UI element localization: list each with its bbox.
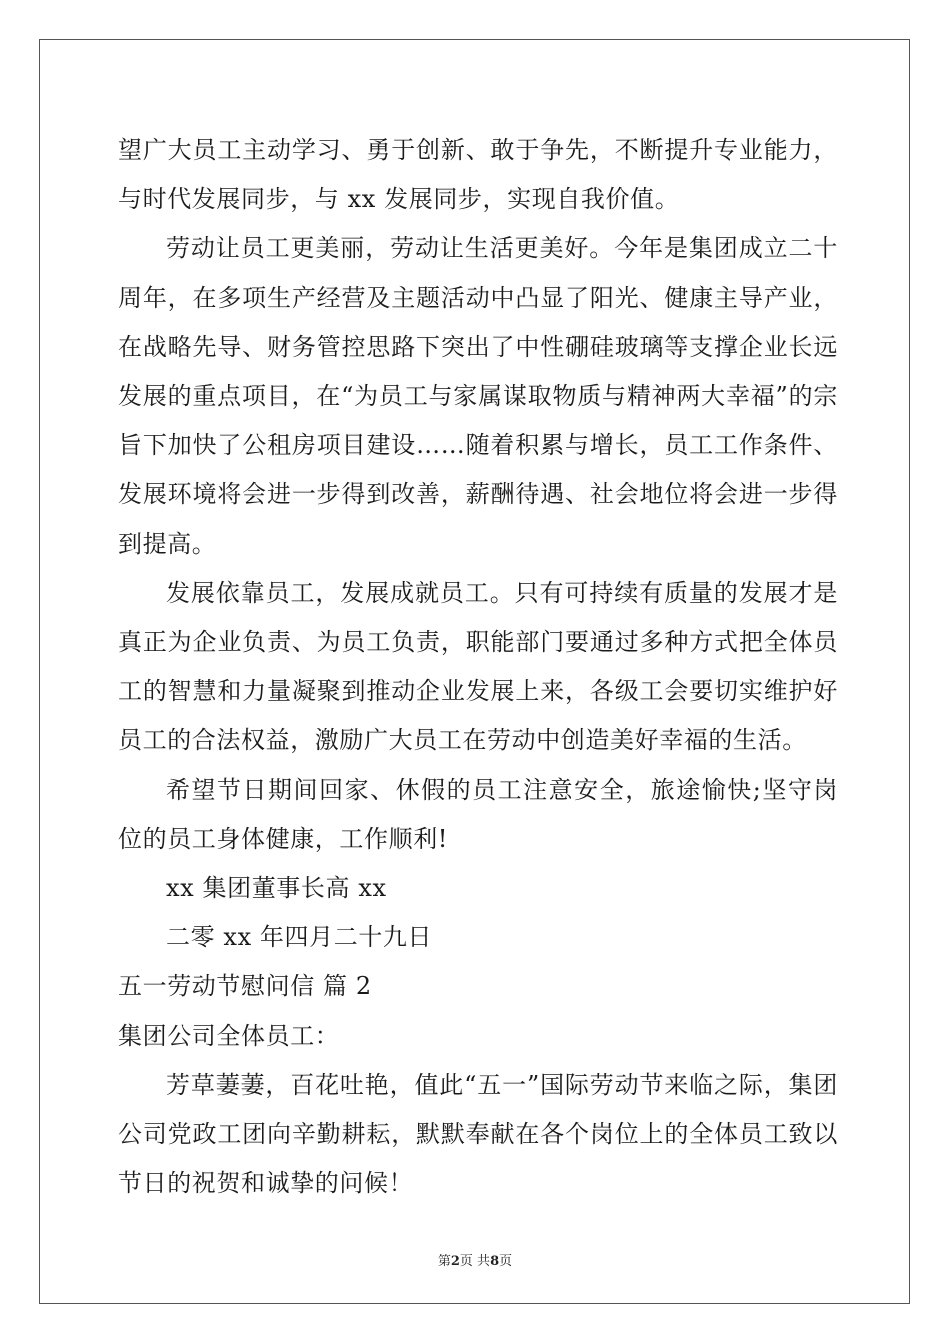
paragraph: 希望节日期间回家、休假的员工注意安全，旅途愉快;坚守岗位的员工身体健康，工作顺利!: [118, 775, 838, 853]
signature-line: xx 集团董事长高 xx: [166, 874, 387, 903]
salutation: 集团公司全体员工：: [118, 1021, 340, 1050]
footer-prefix: 第: [437, 1254, 451, 1269]
paragraph: 劳动让员工更美丽，劳动让生活更美好。今年是集团成立二十周年，在多项生产经营及主题活动中凸显了阳光、健康主导产业，在战略先导、财务管控思路下突出了中性硼硅玻璃等支撑企业长远发展的重点项目，在“为员工与家属谋取物质与精神两大幸福”的宗旨下加快了公租房项目建设……随着积累与增长，员工工作条件、发展环境将会进一步得到改善，薪酬待遇、社会地位将会进一步得到提高。: [118, 234, 838, 558]
page-footer: [0, 1250, 950, 1269]
current-page-number: 2: [450, 1254, 460, 1269]
date-line: 二零 xx 年四月二十九日: [166, 923, 433, 952]
paragraph: 芳草萋萋，百花吐艳，值此“五一”国际劳动节来临之际，集团公司党政工团向辛勤耕耘，默默奉献在各个岗位上的全体员工致以节日的祝贺和诚挚的问候！: [118, 1070, 838, 1198]
section-heading: 五一劳动节慰问信 篇 2: [118, 972, 372, 1001]
footer-middle: 页 共: [459, 1254, 491, 1269]
paragraph: 望广大员工主动学习、勇于创新、敢于争先，不断提升专业能力，与时代发展同步，与 xx 发展同步，实现自我价值。: [118, 136, 838, 214]
footer-suffix: 页: [499, 1254, 513, 1269]
document-body: [118, 126, 838, 1208]
paragraph: 发展依靠员工，发展成就员工。只有可持续有质量的发展才是真正为企业负责、为员工负责，职能部门要通过多种方式把全体员工的智慧和力量凝聚到推动企业发展上来，各级工会要切实维护好员工的合法权益，激励广大员工在劳动中创造美好幸福的生活。: [118, 578, 838, 755]
total-page-count: 8: [490, 1254, 500, 1269]
